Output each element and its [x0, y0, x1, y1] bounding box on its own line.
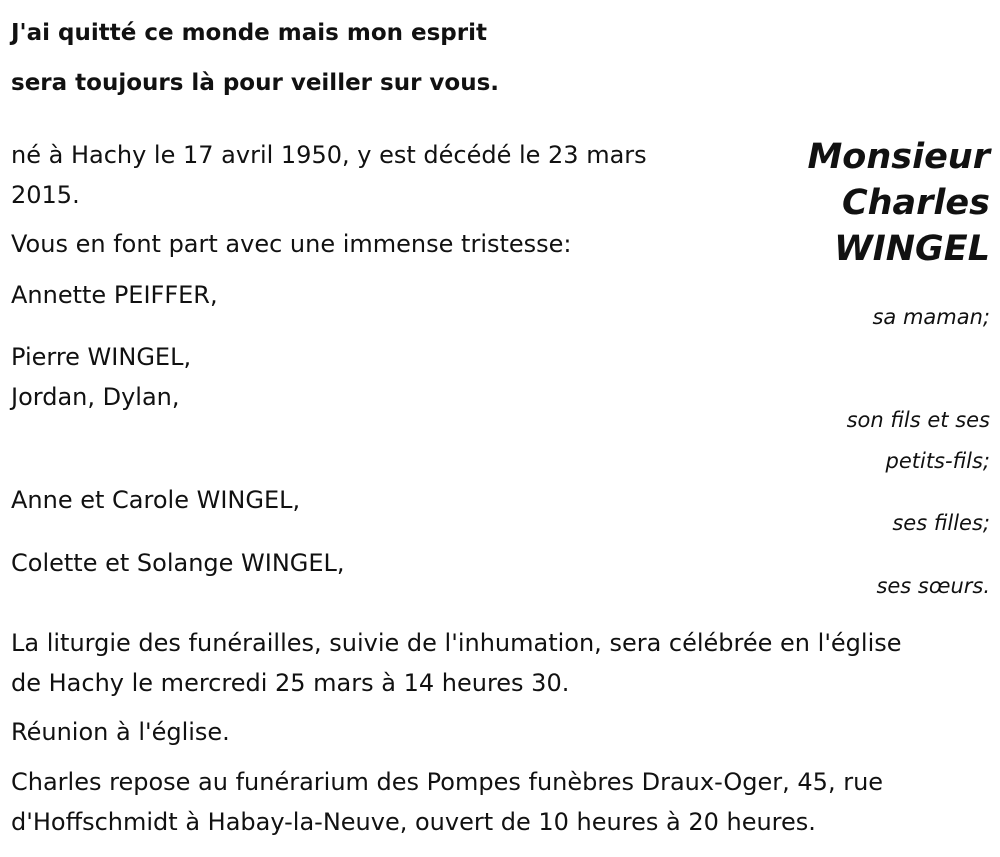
deceased-name [807, 134, 990, 272]
deceased-title: Monsieur [807, 137, 990, 177]
epitaph-quote [11, 8, 711, 108]
birth-death-line-2: 2015. [11, 181, 80, 209]
sisters-names: Colette et Solange WINGEL, [11, 549, 345, 577]
mother-name: Annette PEIFFER, [11, 281, 218, 309]
daughters-relation: ses filles; [892, 511, 990, 535]
rest-line-1: Charles repose au funérarium des Pompes funèbres Draux-Oger, 45, rue [11, 768, 884, 796]
deceased-first-name: Charles [841, 183, 990, 223]
daughters-names: Anne et Carole WINGEL, [11, 486, 301, 514]
epitaph-line-1: J'ai quitté ce monde mais mon esprit [11, 20, 487, 46]
announcement-text: Vous en font part avec une immense tristesse: [11, 230, 572, 258]
son-name: Pierre WINGEL, [11, 343, 192, 371]
sisters-relation: ses sœurs. [876, 574, 990, 598]
meeting-text: Réunion à l'église. [11, 718, 230, 746]
funeral-line-2: de Hachy le mercredi 25 mars à 14 heures 30. [11, 669, 570, 697]
rest-line-2: d'Hoffschmidt à Habay-la-Neuve, ouvert de 10 heures à 20 heures. [11, 808, 816, 836]
son-relation-line-1: son fils et ses [846, 408, 990, 432]
birth-death-line-1: né à Hachy le 17 avril 1950, y est décédé le 23 mars [11, 141, 647, 169]
grandsons-names: Jordan, Dylan, [11, 383, 180, 411]
epitaph-line-2: sera toujours là pour veiller sur vous. [11, 70, 500, 96]
son-relation-line-2: petits-fils; [885, 449, 990, 473]
mother-relation: sa maman; [872, 305, 990, 329]
deceased-last-name: WINGEL [834, 229, 990, 269]
funeral-line-1: La liturgie des funérailles, suivie de l'inhumation, sera célébrée en l'église [11, 629, 902, 657]
